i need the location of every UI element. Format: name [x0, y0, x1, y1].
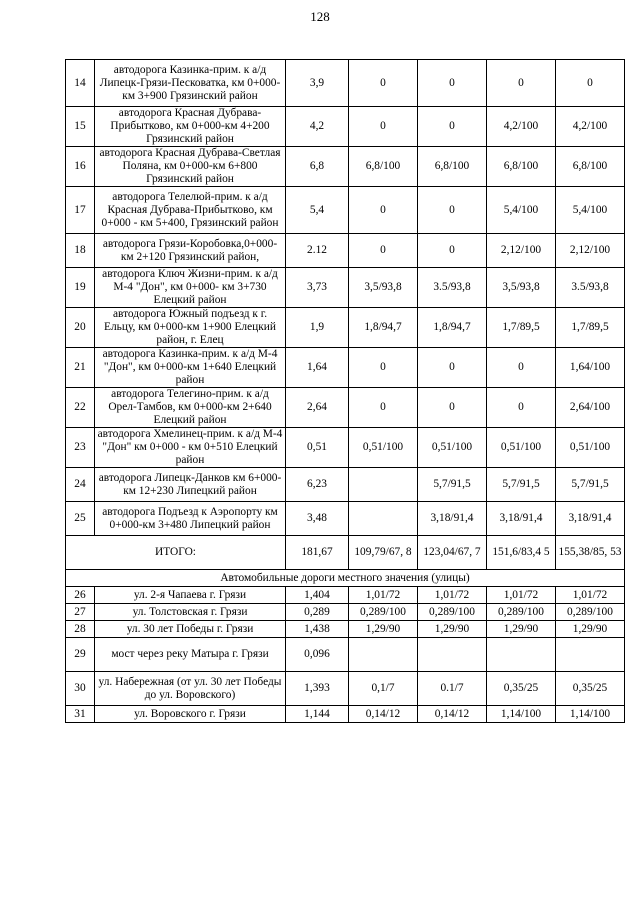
value-cell-2: 3,18/91,4 [418, 502, 487, 536]
value-cell-2: 0 [418, 388, 487, 428]
value-cell-3: 5,7/91,5 [487, 468, 556, 502]
table-row [66, 468, 625, 502]
page-number: 128 [310, 9, 330, 24]
value-cell-2: 0 [418, 60, 487, 107]
value-cell-3: 1,01/72 [487, 587, 556, 604]
road-name: ул. 30 лет Победы г. Грязи [95, 621, 286, 638]
road-name: автодорога Южный подъезд к г. Ельцу, км 0+000-км 1+900 Елецкий район, г. Елец [95, 308, 286, 348]
row-number: 30 [66, 672, 95, 706]
road-length: 0,289 [286, 604, 349, 621]
value-cell-3: 0 [487, 60, 556, 107]
row-number: 24 [66, 468, 95, 502]
value-cell-1: 3,5/93,8 [349, 268, 418, 308]
table-row [66, 147, 625, 187]
total-value-3: 151,6/83,4 5 [487, 536, 556, 570]
value-cell-1: 0,14/12 [349, 706, 418, 723]
value-cell-4: 1,14/100 [556, 706, 625, 723]
row-number: 15 [66, 107, 95, 147]
value-cell-4: 2,12/100 [556, 234, 625, 268]
roads-table [65, 59, 625, 723]
value-cell-1: 6,8/100 [349, 147, 418, 187]
value-cell-3: 0,51/100 [487, 428, 556, 468]
table-row [66, 388, 625, 428]
road-name: ул. 2-я Чапаева г. Грязи [95, 587, 286, 604]
road-length: 5,4 [286, 187, 349, 234]
row-number: 16 [66, 147, 95, 187]
road-name: автодорога Красная Дубрава-Светлая Поляна, км 0+000-км 6+800 Грязинский район [95, 147, 286, 187]
road-name: ул. Толстовская г. Грязи [95, 604, 286, 621]
row-number: 17 [66, 187, 95, 234]
value-cell-4: 0 [556, 60, 625, 107]
value-cell-1: 1,29/90 [349, 621, 418, 638]
road-length: 1,438 [286, 621, 349, 638]
value-cell-2: 6,8/100 [418, 147, 487, 187]
value-cell-4: 5,7/91,5 [556, 468, 625, 502]
road-name: автодорога Телегино-прим. к а/д Орел-Тамбов, км 0+000-км 2+640 Елецкий район [95, 388, 286, 428]
road-name: автодорога Хмелинец-прим. к а/д М-4 "Дон" км 0+000 - км 0+510 Елецкий район [95, 428, 286, 468]
road-name: ул. Набережная (от ул. 30 лет Победы до ул. Воровского) [95, 672, 286, 706]
total-label: ИТОГО: [66, 536, 286, 570]
row-number: 20 [66, 308, 95, 348]
value-cell-3: 1,29/90 [487, 621, 556, 638]
value-cell-4 [556, 638, 625, 672]
value-cell-4: 1,7/89,5 [556, 308, 625, 348]
value-cell-2 [418, 638, 487, 672]
value-cell-4: 2,64/100 [556, 388, 625, 428]
table-row [66, 187, 625, 234]
value-cell-4: 0,289/100 [556, 604, 625, 621]
value-cell-1: 1,8/94,7 [349, 308, 418, 348]
value-cell-1: 0 [349, 187, 418, 234]
row-number: 14 [66, 60, 95, 107]
value-cell-3: 6,8/100 [487, 147, 556, 187]
value-cell-4: 4,2/100 [556, 107, 625, 147]
total-length: 181,67 [286, 536, 349, 570]
value-cell-1: 0 [349, 388, 418, 428]
table-row [66, 107, 625, 147]
road-length: 1,9 [286, 308, 349, 348]
row-number: 28 [66, 621, 95, 638]
table-row [66, 621, 625, 638]
road-length: 1,64 [286, 348, 349, 388]
value-cell-1: 0,51/100 [349, 428, 418, 468]
value-cell-2: 0 [418, 234, 487, 268]
table-row [66, 587, 625, 604]
value-cell-3 [487, 638, 556, 672]
value-cell-1: 0 [349, 234, 418, 268]
value-cell-3: 3,5/93,8 [487, 268, 556, 308]
value-cell-3: 5,4/100 [487, 187, 556, 234]
value-cell-3: 0,289/100 [487, 604, 556, 621]
row-number: 23 [66, 428, 95, 468]
total-value-1: 109,79/67, 8 [349, 536, 418, 570]
total-value-2: 123,04/67, 7 [418, 536, 487, 570]
road-length: 0,51 [286, 428, 349, 468]
road-name: мост через реку Матыра г. Грязи [95, 638, 286, 672]
value-cell-1: 0 [349, 107, 418, 147]
value-cell-1: 0,1/7 [349, 672, 418, 706]
table-row [66, 234, 625, 268]
value-cell-4: 3.5/93,8 [556, 268, 625, 308]
value-cell-2: 0 [418, 187, 487, 234]
road-length: 2.12 [286, 234, 349, 268]
table-row [66, 348, 625, 388]
value-cell-4: 1,01/72 [556, 587, 625, 604]
value-cell-1 [349, 468, 418, 502]
total-value-4: 155,38/85, 53 [556, 536, 625, 570]
table-row [66, 268, 625, 308]
value-cell-1: 0 [349, 348, 418, 388]
value-cell-2: 1,01/72 [418, 587, 487, 604]
value-cell-2: 0,14/12 [418, 706, 487, 723]
table-row [66, 428, 625, 468]
value-cell-2: 0 [418, 107, 487, 147]
value-cell-3: 4,2/100 [487, 107, 556, 147]
value-cell-2: 0.1/7 [418, 672, 487, 706]
road-name: автодорога Грязи-Коробовка,0+000-км 2+120 Грязинский район, [95, 234, 286, 268]
road-length: 6,23 [286, 468, 349, 502]
value-cell-1 [349, 502, 418, 536]
road-name: автодорога Ключ Жизни-прим. к а/д М-4 "Дон", км 0+000- км 3+730 Елецкий район [95, 268, 286, 308]
value-cell-2: 5,7/91,5 [418, 468, 487, 502]
row-number: 25 [66, 502, 95, 536]
value-cell-4: 0,35/25 [556, 672, 625, 706]
value-cell-3: 3,18/91,4 [487, 502, 556, 536]
section-title: Автомобильные дороги местного значения (улицы) [66, 570, 625, 587]
value-cell-1: 1,01/72 [349, 587, 418, 604]
road-length: 3,73 [286, 268, 349, 308]
road-length: 6,8 [286, 147, 349, 187]
value-cell-4: 3,18/91,4 [556, 502, 625, 536]
road-length: 2,64 [286, 388, 349, 428]
value-cell-2: 0 [418, 348, 487, 388]
value-cell-1 [349, 638, 418, 672]
row-number: 29 [66, 638, 95, 672]
value-cell-2: 3.5/93,8 [418, 268, 487, 308]
value-cell-3: 0 [487, 388, 556, 428]
row-number: 27 [66, 604, 95, 621]
table-row [66, 706, 625, 723]
table-row [66, 672, 625, 706]
road-name: автодорога Казинка-прим. к а/д Липецк-Грязи-Песковатка, км 0+000-км 3+900 Грязинский район [95, 60, 286, 107]
table-row [66, 638, 625, 672]
section-row [66, 570, 625, 587]
row-number: 26 [66, 587, 95, 604]
road-length: 1,144 [286, 706, 349, 723]
value-cell-3: 1,7/89,5 [487, 308, 556, 348]
value-cell-2: 1,29/90 [418, 621, 487, 638]
road-name: автодорога Телелюй-прим. к а/д Красная Дубрава-Прибытково, км 0+000 - км 5+400, Грязинский район [95, 187, 286, 234]
row-number: 19 [66, 268, 95, 308]
road-length: 3,48 [286, 502, 349, 536]
value-cell-4: 0,51/100 [556, 428, 625, 468]
value-cell-2: 0,51/100 [418, 428, 487, 468]
road-length: 1,404 [286, 587, 349, 604]
road-length: 4,2 [286, 107, 349, 147]
road-name: автодорога Подъезд к Аэропорту км 0+000-км 3+480 Липецкий район [95, 502, 286, 536]
road-length: 0,096 [286, 638, 349, 672]
value-cell-4: 6,8/100 [556, 147, 625, 187]
value-cell-3: 0,35/25 [487, 672, 556, 706]
value-cell-3: 2,12/100 [487, 234, 556, 268]
row-number: 22 [66, 388, 95, 428]
value-cell-1: 0 [349, 60, 418, 107]
value-cell-3: 0 [487, 348, 556, 388]
value-cell-3: 1,14/100 [487, 706, 556, 723]
value-cell-4: 5,4/100 [556, 187, 625, 234]
road-length: 1,393 [286, 672, 349, 706]
road-name: автодорога Липецк-Данков км 6+000-км 12+230 Липецкий район [95, 468, 286, 502]
total-row [66, 536, 625, 570]
row-number: 18 [66, 234, 95, 268]
value-cell-4: 1,29/90 [556, 621, 625, 638]
road-name: автодорога Красная Дубрава-Прибытково, км 0+000-км 4+200 Грязинский район [95, 107, 286, 147]
table-row [66, 308, 625, 348]
table-row [66, 502, 625, 536]
value-cell-1: 0,289/100 [349, 604, 418, 621]
value-cell-4: 1,64/100 [556, 348, 625, 388]
table-row [66, 604, 625, 621]
value-cell-2: 1,8/94,7 [418, 308, 487, 348]
row-number: 21 [66, 348, 95, 388]
row-number: 31 [66, 706, 95, 723]
road-name: автодорога Казинка-прим. к а/д М-4 "Дон", км 0+000-км 1+640 Елецкий район [95, 348, 286, 388]
value-cell-2: 0,289/100 [418, 604, 487, 621]
road-name: ул. Воровского г. Грязи [95, 706, 286, 723]
table-row [66, 60, 625, 107]
road-length: 3,9 [286, 60, 349, 107]
